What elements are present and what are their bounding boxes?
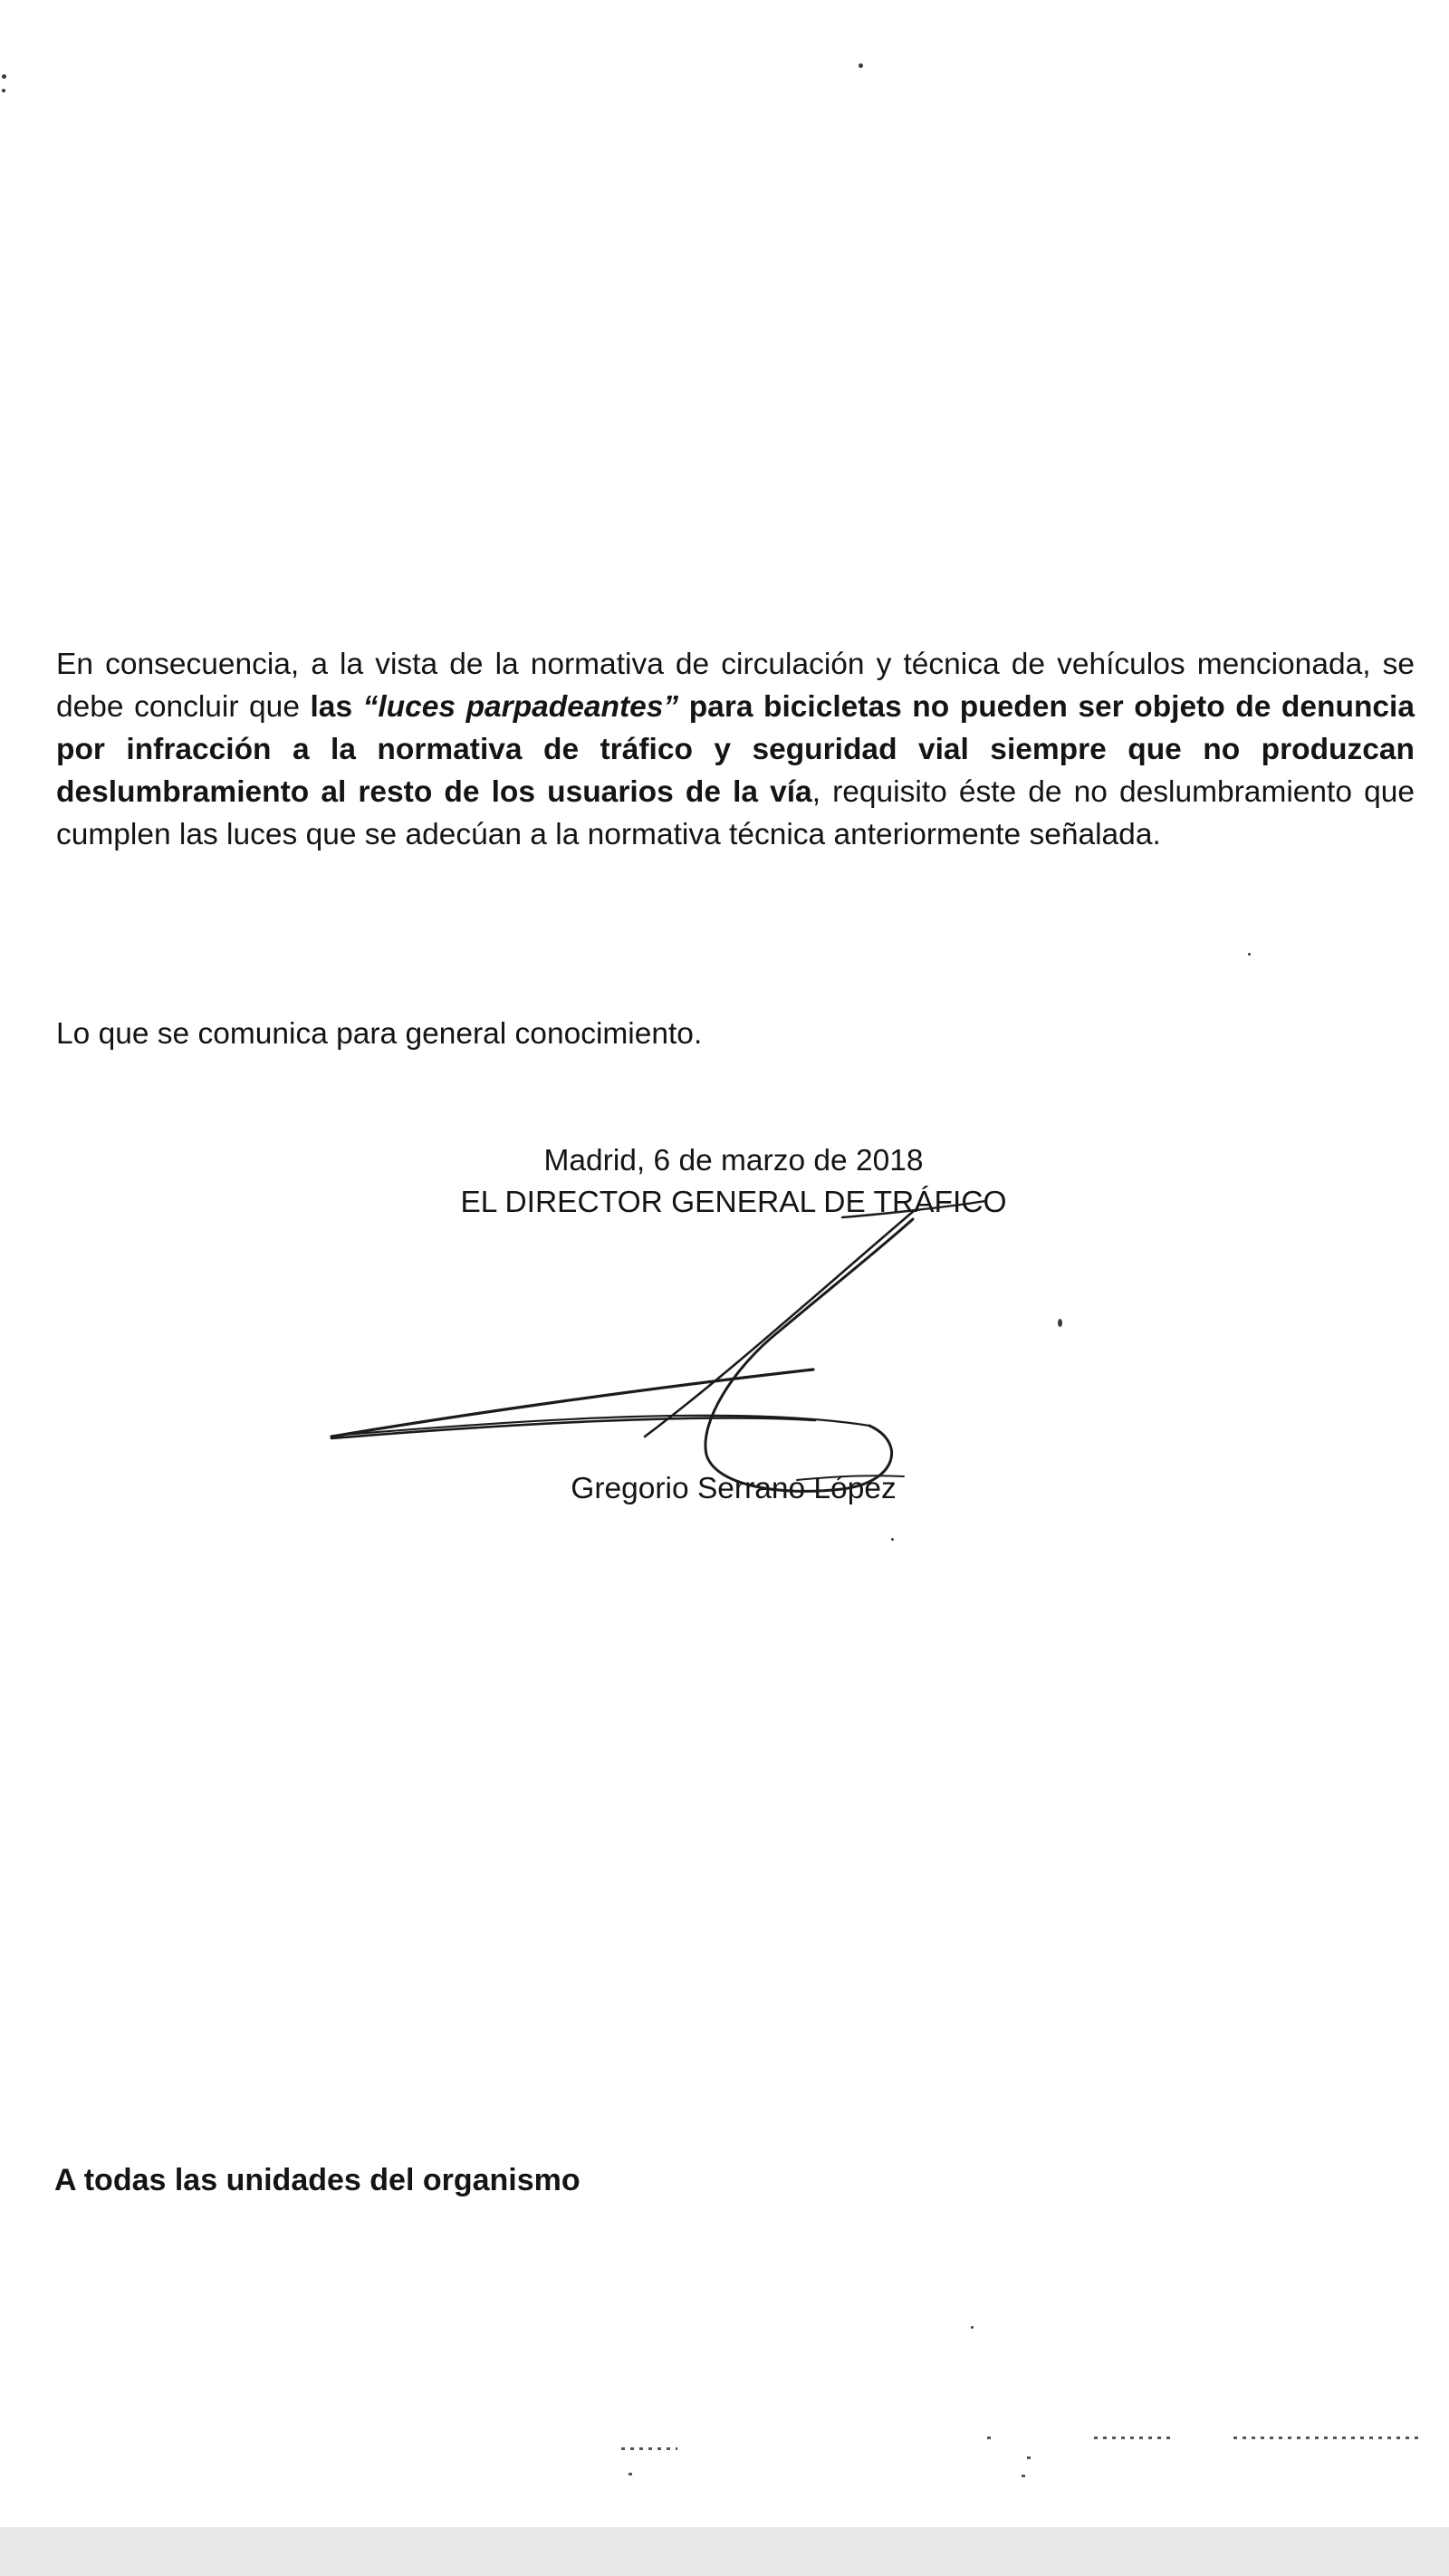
scan-bottom-edge <box>0 2527 1449 2576</box>
scan-noise-mark <box>1233 2437 1424 2439</box>
scan-noise-mark <box>621 2447 677 2450</box>
scan-noise-mark <box>629 2473 634 2475</box>
scan-speck <box>1058 1319 1062 1327</box>
communication-text: Lo que se comunica para general conocimiento. <box>56 1017 703 1051</box>
body-paragraph-conclusion <box>56 643 1415 856</box>
scan-speck <box>2 89 5 92</box>
signatory-role: EL DIRECTOR GENERAL DE TRÁFICO <box>460 1186 1007 1219</box>
conclusion-text-bold-main: para bicicletas no pueden ser objeto de denuncia por infracción a la normativa de tráfico y seguridad vial siempre que no produzcan deslumbramiento al resto de los usuarios de la vía <box>56 690 1415 809</box>
conclusion-text-intro: En consecuencia, a la vista de la normativa de circulación y técnica de vehículos mencionada, se debe concluir que <box>56 648 1415 724</box>
conclusion-text-tail: , requisito éste de no deslumbramiento que cumplen las luces que se adecúan a la normativa técnica anteriormente señalada. <box>56 775 1415 851</box>
scan-speck <box>891 1538 894 1541</box>
place-date-line: Madrid, 6 de marzo de 2018 <box>543 1144 924 1177</box>
scan-noise-mark <box>1022 2475 1027 2477</box>
scan-noise-mark <box>1094 2437 1176 2439</box>
conclusion-text-bold-lead: las <box>310 690 363 724</box>
conclusion-text-bold-italic-quote: “luces parpadeantes” <box>362 690 679 724</box>
recipient-line: A todas las unidades del organismo <box>54 2163 581 2197</box>
scan-speck <box>859 63 863 68</box>
scan-noise-mark <box>987 2437 993 2439</box>
body-paragraph-communication <box>56 1013 1415 1055</box>
scan-speck <box>971 2326 974 2329</box>
signatory-name: Gregorio Serrano López <box>571 1472 897 1505</box>
scan-noise-mark <box>1027 2456 1031 2459</box>
scan-speck <box>2 74 6 79</box>
scan-speck <box>1248 953 1251 956</box>
